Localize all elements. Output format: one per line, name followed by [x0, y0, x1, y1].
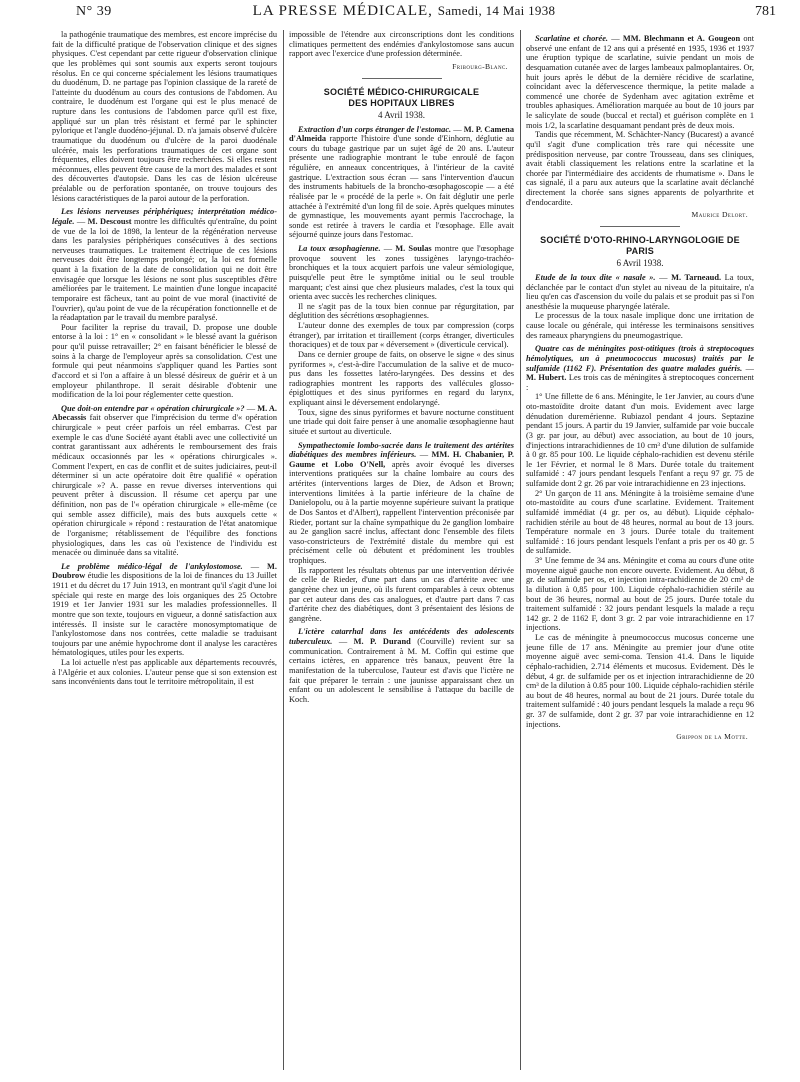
article-text: Il ne s'agit pas de la toux bien connue par régurgitation, par déglutition des sécrétions œsophagiennes.: [289, 301, 514, 321]
article-paragraph: Que doit-on entendre par « opération chirurgicale »? — M. A. Abecassis fait observer que l'imprécision du terme d'« opération chirurgicale » peut créer parfois un réel embarras. C'est par exemple le cas d'une Société ayant établi avec une collectivité un contrat garantissant aux adhérents le remboursement des frais médicaux occasionnés par les « opérations chirurgicales ». Comment l'expert, en cas de conflit et de suites judiciaires, peut-il déterminer si un acte opératoire doit être qualifié « opération chirurgicale »? A. passe en revue diverses interventions qui peuvent prêter à discussion. Il résume cet aperçu par une définition, non pas de l'« opération chirurgicale » elle-même (ce qui semble assez difficile), mais des buts auxquels cette « opération chirurgicale » répond : restauration de l'état anatomique de l'organisme; rétablissement de l'équilibre des fonctions physiologiques, dans les cas où l'existence de l'individu est menacée ou diminuée dans sa vitalité.: [52, 403, 277, 558]
paragraph: [289, 302, 514, 321]
article-paragraph: Quatre cas de méningites post-otitiques (trois à streptocoques hémolytiques, un à pneumococcus mucosus) traités par le sulfamide (1162 F). Présentation des quatre malades guéris. — M. Hubert. Les trois cas de méningites à streptocoques concernent :: [526, 344, 754, 392]
paragraph: impossible de l'étendre aux circonscriptions dont les conditions climatiques permettent des endémies d'ankylostomose sans aucun rapport avec l'exercice d'une profession déterminée.: [289, 30, 514, 59]
paragraph: [526, 556, 754, 633]
article-heading: Les lésions nerveuses périphériques; interprétation médico-légale.: [52, 207, 277, 226]
issue-date: Samedi, 14 Mai 1938: [437, 3, 556, 18]
article-paragraph: Le problème médico-légal de l'ankylostomose. — M. Doubrow étudie les dispositions de la loi de finances du 13 Juillet 1911 et du décret du 17 Juin 1913, en montrant qu'il s'agit d'une loi spéciale qui reste en marge des lois organiques des 25 Octobre 1919 et 1er Janvier 1931 sur les maladies professionnelles. Il montre que son texte, toujours en vigueur, a donné satisfaction aux intéressés. Il insiste sur le caractère monosymptomatique de l'ankylostomose dans nos contrées, cette maladie se traduisant toujours par une anémie hypochrome dont il analyse les caractères hématologiques, utiles pour les experts.: [52, 561, 277, 658]
article-text: Le cas de méningite à pneumococcus mucosus concerne une jeune fille de 17 ans. Méningite au premier jour d'une otite moyenne aiguë avec semi-coma. Tension 41.4. Dans le liquide céphalo-rachidien, 2.714 éléments et mucosus. Evidement. Dès le début, 4 gr. de sulfamide per os et injection intrarachidienne de 20 cm³ de la dilution à 0.85 pour 100. Liquide céphalo-rachidien stérile au bout de 48 heures, normal au bout de 21 jours. Durée totale du traitement sulfamidé : 40 jours pendant lesquels la malade a reçu 96 gr. 37 de sulfamide, dont 2 gr. 37 par voie intrarachidienne en 12 injections.: [526, 633, 754, 729]
column-rule: [520, 30, 521, 1070]
article-text: La toux, déclanchée par le contact d'un stylet au niveau de la pituitaire, n'a lieu qu'en cas d'ascension du voile du palais et se produit pas si l'on anesthésie la muqueuse pharyngée latérale.: [526, 272, 754, 311]
article-paragraph: Scarlatine et chorée. — MM. Blechmann et A. Gougeon ont observé une enfant de 12 ans qui a présenté en 1935, 1936 et 1937 une éruption typique de scarlatine, suivie pendant un mois de desquamation cutanée avec de larges lambeaux palmoplantaires. Or, huit jours après le début de la dernière récidive de scarlatine, coïncidant avec la défervescence thermique, la petite malade a commencé une chorée de Sydenham avec agitation extrême et troubles aphasiques. Amélioration marquée au bout de 10 jours par le salicylate de soude (buccal et rectal) et guérison complète en 1 mois 1/2, la scarlatine desquamant pendant près de deux mois.: [526, 34, 754, 130]
paragraph: [526, 392, 754, 488]
paragraph: [526, 130, 754, 207]
section-date: 4 Avril 1938.: [377, 109, 426, 120]
article-text: Dans ce dernier groupe de faits, on observe le signe « des sinus pyriformes », c'est-à-dire l'accumulation de la salive et de muco-pus dans les fossettes latéro-laryngées. Des dessins et des radiographies montrent les rapports des vallécules glosso-épiglottiques et des sinus pyriformes en regard du larynx, expliquant ainsi le déversement endolaryngé.: [289, 349, 514, 407]
article-author: MM. Blechmann et A. Gougeon: [622, 34, 741, 43]
column-1: [52, 30, 277, 1070]
article-heading: Le problème médico-légal de l'ankylostomose.: [61, 561, 243, 571]
article-author: MM. H. Chabanier, P. Gaume et Lobo O'Nell,: [289, 450, 514, 469]
section-date: 6 Avril 1938.: [616, 257, 664, 268]
masthead: [24, 3, 784, 20]
article-heading: La toux œsophagienne.: [298, 244, 381, 253]
article-text: la pathogénie traumatique des membres, est encore imprécise du fait de la difficulté pratique de l'observation clinique et des signes physiques. C'est cependant par cette rigueur d'observation clinique que les problèmes qui sont soumis aux experts seront toujours résolus. En ce qui concerne spécialement les lésions traumatiques du duodénum, D. ne partage pas l'opinion classique de la rareté de l'atteinte du duodénum au cours des contusions de l'abdomen. Au contraire, le duodénum est l'organe qui est le plus menacé de rupture dans les contusions de l'abdomen parce qu'il est fixe, appliqué sur un plan très résistant et fermé par le sphincter pylorique et l'angle duodéno-jéjunal. D. n'a jamais observé d'ulcère traumatique du duodénum ou d'ulcère de la paroi duodénale ulcérée, mais les perforations traumatiques de cet organe sont fréquentes, elles doivent toujours être recherchées. Si elles restent méconnues, elles peuvent être cause de la mort des malades et sont des découvertes d'autopsie. Dans les cas de lésion ulcéreuse préalable ou de perforation spontanée, on trouve toujours des lésions caractéristiques de la paroi autour de la perforation.: [52, 30, 277, 203]
paragraph: [526, 311, 754, 340]
article-text: ont observé une enfant de 12 ans qui a présenté en 1935, 1936 et 1937 une éruption typique de scarlatine, suivie pendant un mois de desquamation cutanée avec de larges lambeaux palmoplantaires. Or, huit jours après le début de la dernière récidive de scarlatine, coïncidant avec la défervescence thermique, la petite malade a commencé une chorée de Sydenham avec agitation extrême et troubles aphasiques. Amélioration marquée au bout de 10 jours par le salicylate de soude (buccal et rectal) et guérison complète en 1 mois 1/2, la scarlatine desquamant pendant près de deux mois.: [526, 34, 754, 130]
section-title: SOCIÉTÉ D'OTO-RHINO-LARYNGOLOGIE DE PARIS: [540, 234, 740, 256]
section-title-line: DES HOPITAUX LIBRES: [348, 97, 455, 108]
article-author: M. Soulas: [395, 244, 432, 253]
article-author: M. Doubrow: [52, 561, 277, 581]
article-heading: Extraction d'un corps étranger de l'estomac.: [298, 124, 452, 134]
section-title: [289, 87, 514, 109]
author-signature: Grippon de la Motte.: [676, 732, 748, 742]
paragraph: [289, 408, 514, 437]
paragraph: [52, 323, 277, 400]
column-3: [526, 30, 754, 1070]
article-author: M. Descoust: [87, 216, 132, 226]
article-list: [52, 30, 277, 687]
article-heading: Quatre cas de méningites post-otitiques (trois à streptocoques hémolytiques, un à pneumococcus mucosus) traités par le sulfamide (1162 F). Présentation des quatre malades guéris.: [526, 344, 754, 373]
article-list: [289, 125, 514, 705]
article-text: montre que l'œsophage provoque souvent les zones tussigènes laryngo-trachéo-bronchiques et la toux acquiert parfois une valeur sémiologique, puisqu'elle peut être le symptôme initial ou le seul trouble marquant; c'est ainsi que chez plusieurs malades, c'est la toux qui orienta avec succès les recherches cliniques.: [289, 244, 514, 302]
paragraph: [526, 633, 754, 729]
article-text: (Courville) revient sur sa communication. Contrairement à M. M. Coffin qui estime que certains ictères, en apparence très banaux, peuvent être la manifestation de la tuberculose, l'auteur est d'avis que l'ictère ne fait que préparer le terrain : une jaunisse apparaissant chez un enfant ou un adolescent le sensibilise à l'attaque du bacille de Koch.: [289, 637, 514, 704]
article-heading: Sympathectomie lombo-sacrée dans le traitement des artérites diabétiques des membres inférieurs.: [289, 440, 514, 460]
article-heading: Scarlatine et chorée.: [535, 34, 608, 43]
author-signature: Fribourg-Blanc.: [452, 61, 508, 71]
page-number: 781: [755, 4, 776, 19]
article-text: après avoir évoqué les diverses interventions pratiquées sur la chaîne lombaire au cours des artérites (interventions larges de Diez, de Adson et Brown; interventions limitées à la partie inférieure de la chaîne de Danielopolu, ou à la partie moyenne supérieure suivant la pratique de Dos Santos et d'Albert), rappellent l'intervention préconisée par Rieder, portant sur la chaîne sympathique du 2e ganglion lombaire au 2e ganglion sacré inclus, affectant donc l'ensemble des filets vaso-constricteurs de l'extrémité distale du membre qui est précisément celle où débutent et prédominent les troubles trophiques.: [289, 459, 514, 565]
article-text: fait observer que l'imprécision du terme d'« opération chirurgicale » peut créer parfois un réel embarras. C'est par exemple le cas d'une Société ayant établi avec une collectivité un contrat garantissant aux adhérents le remboursement des frais médicaux occasionnés par les « opérations chirurgicales ». Comment l'expert, en cas de conflit et de suites judiciaires, peut-il déterminer si un acte opératoire doit être qualifié « opération chirurgicale »? A. passe en revue diverses interventions qui peuvent prêter à discussion. Il résume cet aperçu par une définition, non pas de l'« opération chirurgicale » elle-même (ce qui semble assez difficile), mais des buts auxquels cette « opération chirurgicale » répond : restauration de l'état anatomique de l'organisme; rétablissement de l'équilibre des fonctions physiologiques, dans les cas où l'existence de l'individu est menacée ou diminuée dans sa vitalité.: [52, 413, 277, 558]
article-author: M. P. Durand: [353, 637, 411, 646]
paragraph: [52, 658, 277, 687]
article-text: étudie les dispositions de la loi de finances du 13 Juillet 1911 et du décret du 17 Juin 1913, en montrant qu'il s'agit d'une loi spéciale qui reste en marge des lois organiques des 25 Octobre 1919 et 1er Janvier 1931 sur les maladies professionnelles. Il montre que son texte, toujours en vigueur, a donné satisfaction aux intéressés. Il insiste sur le caractère monosymptomatique de l'ankylostomose dans nos contrées, cette maladie se traduisant toujours par une anémie hypochrome dont il analyse les caractères hématologiques, utiles pour les experts.: [52, 571, 277, 658]
article-paragraph: La toux œsophagienne. — M. Soulas montre que l'œsophage provoque souvent les zones tussigènes laryngo-trachéo-bronchiques et la toux acquiert parfois une valeur sémiologique, puisqu'elle peut être le symptôme initial ou le seul trouble marquant; c'est ainsi que chez plusieurs malades, c'est la toux qui orienta avec succès les recherches cliniques.: [289, 244, 514, 302]
article-paragraph: Etude de la toux dite « nasale ». — M. Tarneaud. La toux, déclanchée par le contact d'un stylet au niveau de la pituitaire, n'a lieu qu'en cas d'ascension du voile du palais et se produit pas si l'on anesthésie la muqueuse pharyngée latérale.: [526, 272, 754, 311]
article-text: La loi actuelle n'est pas applicable aux départements recouvrés, à l'Algérie et aux colonies. L'auteur pense que si son extension est sans inconvénients dans tout le territoire métropolitain, il est: [52, 658, 277, 687]
article-text: Le processus de la toux nasale implique donc une irritation de cause locale ou générale, qui intéresse les terminaisons sensitives des rameaux pharyngiens du pneumogastrique.: [526, 311, 754, 340]
article-text: Tandis que récemment, M. Schächter-Nancy (Bucarest) a avancé qu'il s'agit d'une complication très rare qui nécessite une prédisposition nerveuse, par contre Trousseau, dans ses cliniques, avait établi classiquement les relations entre la scarlatine et la chorée par l'intermédiaire des accidents de rhumatisme ». Dans le cas signalé, il a paru aux auteurs que la scarlatine avait déclanché directement la chorée sans signes apparents de polyarthrite et d'endocardite.: [526, 130, 754, 207]
paragraph: [52, 30, 277, 203]
section-divider: [362, 78, 442, 79]
article-heading: Que doit-on entendre par « opération chirurgicale »?: [61, 403, 245, 413]
paragraph: [289, 350, 514, 408]
column-rule: [283, 30, 284, 1070]
article-list: [526, 273, 754, 729]
article-author: M. A. Abecassis: [52, 403, 277, 423]
article-text: 1° Une fillette de 6 ans. Méningite, le 1er Janvier, au cours d'une oto-mastoïdite droite datant d'un mois. Evidement avec large dénudation duremérienne. Rubiazol pendant 4 jours. Septazine pendant 15 jours. A partir du 19 Janvier, sulfamide par voie buccale (3 gr. par jour, au début) avec association, au bout de 10 jours, d'injections intrarachidiennes de 10 cm³ d'une dilution de sulfamide à 0 gr. 85 pour 100. Le liquide céphalo-rachidien est devenu stérile le 1er Février, et normal le 8 Mars. Durée totale du traitement sulfamidé : 47 jours pendant lesquels l'enfant a reçu 97 gr. 75 de sulfamide dont 2 gr. 26 par voie intrarachidienne en 23 injections.: [526, 392, 754, 488]
article-list: [526, 34, 754, 207]
journal-title: LA PRESSE MÉDICALE,: [252, 3, 433, 19]
article-text: rapporte l'histoire d'une sonde d'Einhorn, déglutie au cours du tubage gastrique par un sujet âgé de 20 ans. L'auteur présente une radiographie montrant le tube enroulé de façon régulière, en anneaux concentriques, à l'intérieur de la cavité gastrique. L'extraction sous écran — sans l'intervention d'aucun des instruments habituels de la broncho-œsophagoscopie — a été réalisée par le « procédé de la perle ». On fait déglutir une perle attachée à l'extrémité d'un long fil de soie. Après quelques minutes de gymnastique, les mouvements ayant permis l'accrochage, la sonde est retirée à travers le cardia et l'œsophage. Elle avait séjourné quinze jours dans l'estomac.: [289, 134, 514, 240]
article-paragraph: Les lésions nerveuses périphériques; interprétation médico-légale. — M. Descoust montre les difficultés qu'entraîne, du point de vue de la loi de 1898, la lenteur de la régénération nerveuse dans les paralysies périphériques consécutives à des sections nerveuses traumatiques. Le traitement électrique de ces lésions nerveuses doit être longtemps prolongé; or, la loi est formelle quant à la fixation de la date de consolidation qui ne doit être envisagée que lorsque les lésions ne sont plus susceptibles d'être améliorées par le traitement. Le maintien d'une longue incapacité temporaire est fâcheux, tant au point de vue moral (inactivité de l'ouvrier), qu'au point de vue de la récupération fonctionnelle et de la réadaptation par le travail du membre paralysé.: [52, 207, 277, 323]
article-author: M. P. Camena d'Almeida: [289, 124, 514, 144]
article-author: M. Hubert.: [526, 373, 567, 383]
issue-number: N° 39: [76, 4, 112, 19]
author-signature: Maurice Delort.: [691, 210, 748, 220]
article-text: Ils rapportent les résultats obtenus par une intervention dérivée de celle de Rieder, d'une part dans un cas d'artérite avec une gangrène chez un jeune, où ils furent comparables à ceux obtenus par cet auteur dans des cas analogues, et d'autre part dans 7 cas d'artérite chez des diabétiques, dont 3 présentaient des lésions de gangrène.: [289, 565, 514, 623]
article-text: 3° Une femme de 34 ans. Méningite et coma au cours d'une otite moyenne aiguë gauche non encore ouverte. Evidement. Au début, 8 gr. de sulfamide per os, et injection intra-rachidienne de 20 cm³ de la dilution à 0,85 pour 100. Liquide céphalo-rachidien stérile au bout de 36 heures, normal au bout de 25 jours. Durée totale du traitement sulfamidé : 32 jours pendant lesquels la malade a reçu 142 gr. 2 de 1162 F, dont 3 gr. 2 par voie intrarachidienne en 17 injections.: [526, 556, 754, 633]
paragraph: [289, 321, 514, 350]
article-paragraph: L'ictère catarrhal dans les antécédents des adolescents tuberculeux. — M. P. Durand (Courville) revient sur sa communication. Contrairement à M. M. Coffin qui estime que certains ictères, en apparence très banaux, peuvent être la manifestation de la tuberculose, l'auteur est d'avis que l'ictère ne fait que préparer le terrain : une jaunisse apparaissant chez un enfant ou un adolescent le sensibilise à l'attaque du bacille de Koch.: [289, 627, 514, 704]
article-paragraph: Extraction d'un corps étranger de l'estomac. — M. P. Camena d'Almeida rapporte l'histoire d'une sonde d'Einhorn, déglutie au cours du tubage gastrique par un sujet âgé de 20 ans. L'auteur présente une radiographie montrant le tube enroulé de façon régulière, en anneaux concentriques, à l'intérieur de la cavité gastrique. L'extraction sous écran — sans l'intervention d'aucun des instruments habituels de la broncho-œsophagoscopie — a été réalisée par le « procédé de la perle ». On fait déglutir une perle attachée à l'extrémité d'un long fil de soie. Après quelques minutes de gymnastique, les mouvements ayant permis l'accrochage, la sonde est retirée à travers le cardia et l'œsophage. Elle avait séjourné quinze jours dans l'estomac.: [289, 124, 514, 240]
article-text: montre les difficultés qu'entraîne, du point de vue de la loi de 1898, la lenteur de la régénération nerveuse dans les paralysies périphériques consécutives à des sections nerveuses traumatiques. Le traitement électrique de ces lésions nerveuses doit être longtemps prolongé; or, la loi est formelle quant à la fixation de la date de consolidation qui ne doit être envisagée que lorsque les lésions ne sont plus susceptibles d'être améliorées par le traitement. Le maintien d'une longue incapacité temporaire est fâcheux, tant au point de vue moral (inactivité de l'ouvrier), qu'au point de vue de la récupération fonctionnelle et de la réadaptation par le travail du membre paralysé.: [52, 216, 277, 323]
paragraph: [289, 566, 514, 624]
article-text: Pour faciliter la reprise du travail, D. propose une double entorse à la loi : 1° en « consolidant » le blessé avant la guérison pour qu'il puisse retravailler; 2° en faisant bénéficier le blessé de soins à la charge de l'employeur après sa consolidation. C'est une formule qui peut néanmoins s'appliquer quand les Parties sont d'accord et si l'on a affaire à un blessé désireux de guérir et à un employeur philanthrope. Il serait désirable d'obtenir une modification de la loi pour réglementer cette question.: [52, 322, 277, 400]
article-text: Les trois cas de méningites à streptocoques concernent :: [526, 373, 754, 392]
page-header: [24, 0, 784, 26]
section-title-line: SOCIÉTÉ MÉDICO-CHIRURGICALE: [323, 86, 480, 97]
article-heading: L'ictère catarrhal dans les antécédents des adolescents tuberculeux.: [289, 627, 514, 646]
article-paragraph: Sympathectomie lombo-sacrée dans le traitement des artérites diabétiques des membres inférieurs. — MM. H. Chabanier, P. Gaume et Lobo O'Nell, après avoir évoqué les diverses interventions pratiquées sur la chaîne lombaire au cours des artérites (interventions larges de Diez, de Adson et Brown; interventions limitées à la partie inférieure de la chaîne de Danielopolu, ou à la partie moyenne supérieure suivant la pratique de Dos Santos et d'Albert), rappellent l'intervention préconisée par Rieder, portant sur la chaîne sympathique du 2e ganglion lombaire au 2e ganglion sacré inclus, affectant donc l'ensemble des filets vaso-constricteurs de l'extrémité distale du membre qui est précisément celle où débutent et prédominent les troubles trophiques.: [289, 440, 514, 565]
paragraph: [526, 489, 754, 556]
article-text: Toux, signe des sinus pyriformes et bavure nocturne constituent une triade qui doit faire penser à une anomalie œsophagienne haut située et surtout au diverticule.: [289, 407, 514, 436]
article-heading: Etude de la toux dite « nasale ».: [535, 272, 656, 282]
section-divider: [600, 226, 680, 227]
column-2: [289, 30, 514, 1070]
article-text: 2° Un garçon de 11 ans. Méningite à la troisième semaine d'une oto-mastoïdite au cours d'une scarlatine. Evidement. Traitement sulfamidé immédiat (4 gr. per os, au début). Liquide céphalo-rachidien stérile au bout de 48 heures, normal au bout de 13 jours. Température normale en 3 jours. Durée totale du traitement sulfamidé : 16 jours pendant lesquels l'enfant a pris per os 40 gr. 5 de sulfamide.: [526, 488, 754, 556]
article-author: M. Tarneaud.: [671, 272, 722, 282]
article-text: L'auteur donne des exemples de toux par compression (corps étranger), par irritation et tiraillement (corps étranger, diverticules thoraciques) et de toux par « déversement » (diverticule cervical).: [289, 321, 514, 350]
